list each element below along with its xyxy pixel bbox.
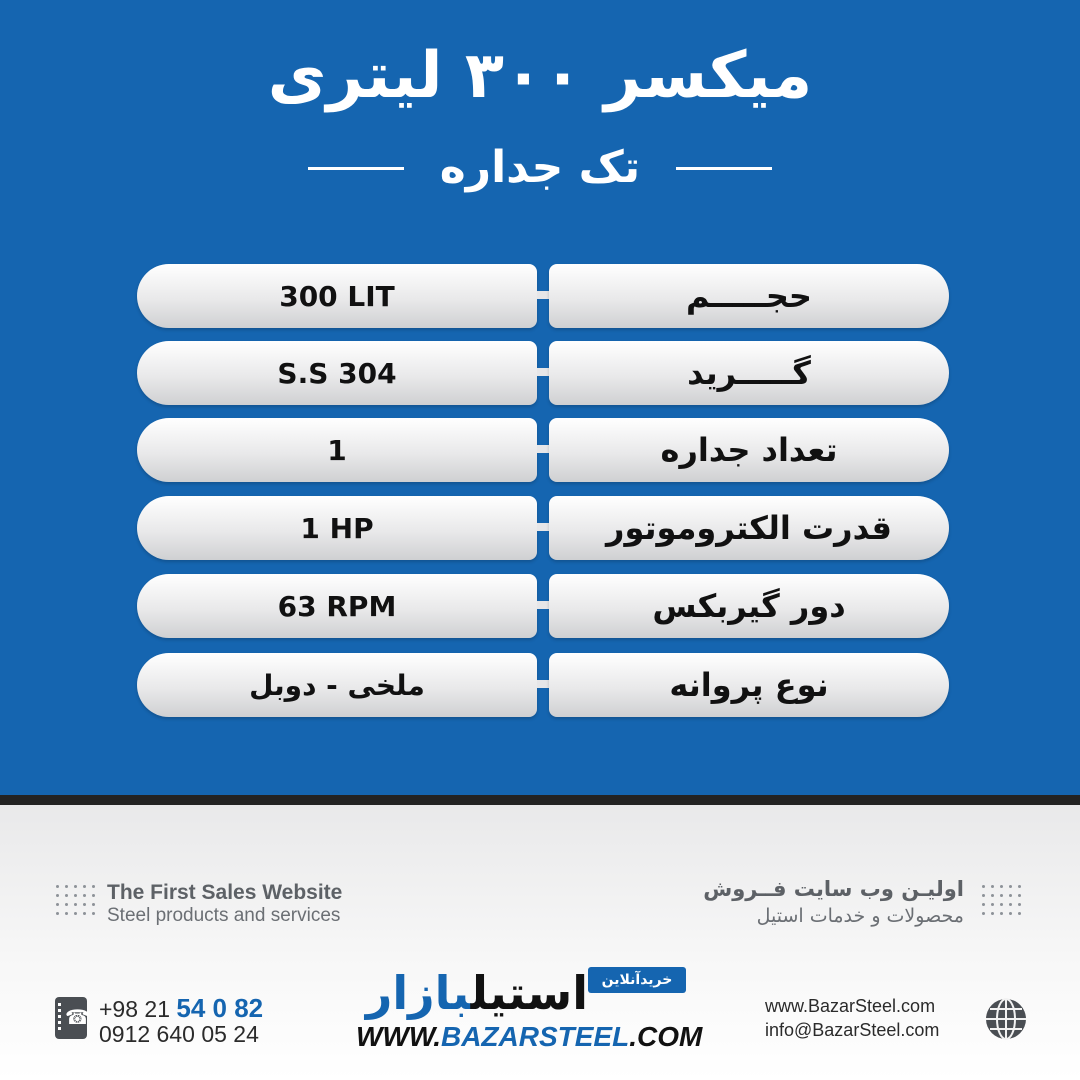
spec-label: قدرت الکتروموتور	[549, 496, 949, 560]
spec-label: حجـــــم	[549, 264, 949, 328]
logo-url-com: .COM	[629, 1021, 703, 1052]
spec-value: 1 HP	[137, 496, 537, 560]
row-connector	[537, 601, 549, 609]
spec-value: ملخی - دوبل	[137, 653, 537, 717]
logo-name-part1: بازار	[365, 966, 471, 1020]
phone-prefix: +98 21	[99, 996, 177, 1022]
title-divider-right	[676, 167, 772, 170]
spec-row	[137, 653, 949, 717]
logo-url-bazar: BAZARSTEEL	[440, 1021, 630, 1052]
page-subtitle: تک جداره	[439, 142, 641, 193]
footer	[0, 805, 1080, 1080]
spec-label: نوع پروانه	[549, 653, 949, 717]
globe-icon	[984, 997, 1028, 1041]
phone-icon	[55, 997, 87, 1039]
website-link[interactable]: www.BazarSteel.com	[765, 996, 936, 1016]
logo-url	[356, 1021, 703, 1053]
logo-name	[356, 965, 588, 1021]
spec-label: گـــــرید	[549, 341, 949, 405]
brand-logo[interactable]	[352, 965, 703, 1065]
spec-row	[137, 574, 949, 638]
page-title: میکسر ۳۰۰ لیتری	[267, 39, 813, 113]
footer-divider	[0, 795, 1080, 805]
phone-main: 54 0 82	[176, 993, 264, 1023]
email-link[interactable]: info@BazarSteel.com	[765, 1020, 940, 1040]
tagline-fa-subtitle: محصولات و خدمات استیل	[756, 905, 964, 927]
phone-number-landline[interactable]	[99, 993, 263, 1024]
spec-row	[137, 496, 949, 560]
spec-value: S.S 304	[137, 341, 537, 405]
row-connector	[537, 291, 549, 299]
spec-row	[137, 418, 949, 482]
tagline-fa-title: اولیـن وب سایت فــروش	[703, 877, 964, 901]
subtitle-row	[0, 138, 1080, 198]
row-connector	[537, 445, 549, 453]
dot-pattern-right	[982, 885, 1021, 915]
spec-value: 63 RPM	[137, 574, 537, 638]
dot-pattern-left	[56, 885, 95, 915]
spec-label: دور گیربکس	[549, 574, 949, 638]
spec-value: 300 LIT	[137, 264, 537, 328]
spec-label: تعداد جداره	[549, 418, 949, 482]
tagline-en-title: The First Sales Website	[107, 881, 343, 904]
row-connector	[537, 680, 549, 688]
phone-number-mobile[interactable]: 0912 640 05 24	[99, 1021, 259, 1047]
spec-row	[137, 264, 949, 328]
logo-name-part2: استیل	[470, 966, 588, 1020]
row-connector	[537, 368, 549, 376]
spec-row	[137, 341, 949, 405]
row-connector	[537, 523, 549, 531]
tagline-en-subtitle: Steel products and services	[107, 905, 341, 926]
logo-url-www: WWW.	[356, 1021, 441, 1052]
logo-badge: خریدآنلاین	[588, 967, 686, 993]
spec-value: 1	[137, 418, 537, 482]
